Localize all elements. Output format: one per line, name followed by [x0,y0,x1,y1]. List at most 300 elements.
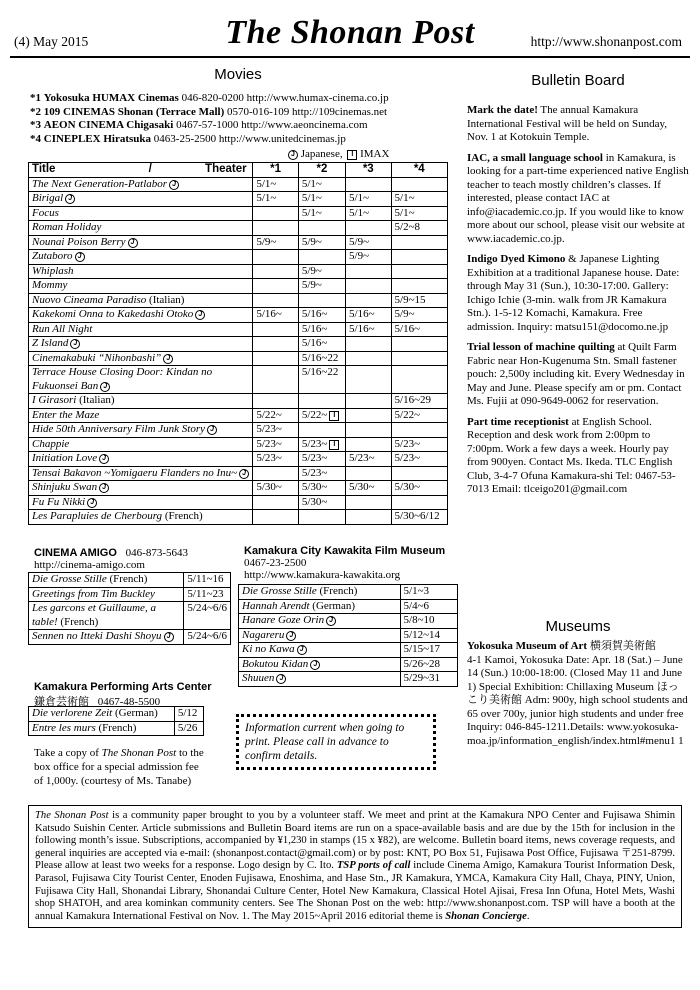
showtime-theater-3 [346,495,392,510]
showtime-theater-3 [346,293,392,308]
showtime-theater-3 [346,337,392,352]
cinema-mark: *3 [30,119,41,131]
film-title-text: Les garcons et Guillaume, a table! [32,602,156,628]
showtime-theater-2 [298,437,345,452]
kpac-table [28,706,204,736]
showtime-theater-4 [391,408,447,423]
showtime-theater-1 [253,279,299,294]
japanese-icon: J [310,660,320,670]
showtime-theater-4 [391,279,447,294]
showtime-date: 5/16~ [349,308,375,320]
showtime-date: 5/1~ [394,206,415,219]
showtime-theater-3 [346,366,392,394]
showtime-theater-4 [391,250,447,265]
film-title-text: Greetings from Tim Buckley [32,587,155,600]
film-title [29,630,184,645]
showtime-theater-3 [346,510,392,525]
showtime-date: 5/16~ [301,322,328,335]
showtime-theater-1 [253,452,299,467]
bulletin-lead: Part time receptionist [467,415,569,428]
movie-title-text: Fu Fu Nikki [32,495,86,508]
movie-title-text: The Next Generation-Patlabor [32,177,168,190]
japanese-icon: J [164,632,174,642]
cinema-name: CINEPLEX Hiratsuka [43,132,152,145]
showtime-theater-2 [298,308,345,323]
movie-title [29,423,253,438]
movie-title [29,366,253,394]
movie-row [29,366,448,394]
film-row [29,573,231,588]
showtime-date: 5/2~8 [394,221,421,233]
film-title-text: Ki no Kawa [242,643,295,655]
film-date: 5/12 [177,707,198,719]
movie-title-text: Enter the Maze [32,408,100,421]
showtime-theater-2 [298,408,345,423]
movie-title [29,235,253,250]
japanese-icon: J [70,339,80,349]
showtime-date: 5/16~29 [394,394,432,406]
movie-title-text: Z Island [32,337,69,349]
showtime-date: 5/1~ [256,177,277,190]
showtime-theater-1 [253,322,299,337]
showtime-date: 5/9~ [301,264,322,277]
film-dates [400,643,457,658]
film-title [239,585,401,600]
showtime-theater-1 [253,192,299,207]
movie-title-text: Run All Night [32,322,93,335]
bulletin-lead: IAC, a small language school [467,151,603,164]
movie-row [29,192,448,207]
showtime-theater-4 [391,206,447,221]
japanese-icon: J [99,454,109,464]
bulletin-lead: Mark the date! [467,104,538,116]
showtime-theater-4 [391,495,447,510]
showtime-theater-1 [253,293,299,308]
film-dates [400,614,457,629]
japanese-icon: J [239,469,249,479]
museum-jp-name: 横須賀美術館 [589,640,656,652]
movie-title-text: Nounai Poison Berry [32,235,126,248]
showtime-theater-1 [253,366,299,394]
cinema-name: Yokosuka HUMAX Cinemas [43,92,179,104]
cinema-row [30,119,460,133]
showtime-date: 5/1~ [394,192,415,204]
showtime-theater-2 [298,264,345,279]
film-title-text: Die Grosse Stille [32,573,107,585]
showtime-date: 5/23~ [301,466,328,479]
film-row [239,599,458,614]
film-title-text: Bokutou Kidan [242,657,309,670]
showtime-date: 5/16~ [256,308,282,320]
movie-title [29,510,253,525]
bulletin-text: The annual Kamakura International Festival will be held on Sunday, Nov. 1 at Kotokuin Temple. [467,104,667,143]
japanese-icon: J [128,238,138,248]
film-date: 5/26~28 [403,657,441,670]
japanese-icon: J [207,425,217,435]
showtime-theater-4 [391,481,447,496]
showtime-date: 5/30~ [301,481,328,493]
movie-title-text: Mommy [32,279,68,291]
showtime-theater-3 [346,264,392,279]
film-title-text: Hanare Goze Orin [242,614,325,626]
cinema-mark: *4 [30,132,41,145]
museum-name: Yokosuka Museum of Art [467,640,588,652]
film-date: 5/4~6 [403,599,430,612]
film-title-text: Sennen no Itteki Dashi Shoyu [32,630,162,642]
showtime-date: 5/1~ [301,206,322,219]
showtime-date: 5/23~ [349,452,375,464]
showtime-date: 5/23~ [301,452,328,464]
movie-title-text: Focus [32,206,59,219]
showtime-date: 5/9~ [394,308,415,320]
film-title [29,573,184,588]
showtime-theater-4 [391,366,447,394]
showtime-theater-4 [391,437,447,452]
movie-row [29,408,448,423]
bulletin-item [467,416,689,497]
film-language: (German) [312,599,356,612]
showtime-date: 5/23~ [394,452,421,464]
movie-title-text: Cinemakabuki “Nihonbashi” [32,351,162,364]
film-date: 5/26 [177,721,198,734]
cinema-mark: *1 [30,92,41,104]
bulletin-text: at Quilt Farm Fabric near Hon-Kugenuma Stn. Small fastener pouch: 2,500y including kit. Every Wednesday in May and June. Please specify am or pm. Contact Ms. Fujii at 090-9649-0062 for reservation. [467,341,685,407]
showtime-theater-4 [391,351,447,366]
showtime-date: 5/16~ [394,322,421,335]
showtime-date: 5/30~ [301,495,328,508]
imax-icon: I [347,150,357,160]
film-title [29,602,184,630]
showtime-date: 5/9~ [349,250,370,262]
bulletin-board [467,104,689,504]
film-title [239,599,401,614]
movie-row [29,394,448,409]
showtime-date: 5/22~ [394,408,421,421]
film-row [29,721,204,736]
showtime-date: 5/1~ [256,192,277,204]
cinema-amigo-name: CINEMA AMIGO [34,547,117,559]
showtime-theater-3 [346,235,392,250]
cinema-amigo-header [34,547,188,571]
film-dates [184,587,231,602]
film-title [239,628,401,643]
showtime-theater-2 [298,337,345,352]
japanese-icon: J [326,616,336,626]
showtime-theater-2 [298,452,345,467]
showtime-theater-2 [298,293,345,308]
movie-title-text: Shinjuku Swan [32,481,98,493]
film-title-text: Nagareru [242,628,285,641]
showtime-theater-4 [391,466,447,481]
film-language: (German) [114,707,158,719]
showtime-theater-4 [391,510,447,525]
film-dates [184,573,231,588]
japanese-icon: J [75,252,85,262]
japanese-icon: J [195,310,205,320]
showtime-date: 5/9~15 [394,293,426,306]
col-title-theater: Title / Theater [29,163,253,178]
showtime-theater-4 [391,322,447,337]
imax-icon: I [329,411,339,421]
kawakita-table [238,584,458,687]
film-row [239,672,458,687]
showtime-date: 5/1~ [349,206,370,219]
film-row [239,585,458,600]
movie-row [29,264,448,279]
showtime-date: 5/16~22 [301,366,339,378]
movie-row [29,293,448,308]
movie-row [29,279,448,294]
showtime-date: 5/16~ [349,322,375,335]
film-date: 5/11~23 [187,587,224,600]
kawakita-name: Kamakura City Kawakita Film Museum [244,545,446,557]
film-language: (French) [109,573,148,585]
movie-language: (Italian) [79,394,115,406]
showtime-theater-2 [298,206,345,221]
kawakita-phone: 0467-23-2500 [244,557,307,569]
showtime-theater-4 [391,308,447,323]
movie-row [29,308,448,323]
japanese-icon: J [100,382,110,392]
col-theater-1: *1 [253,163,299,178]
bulletin-lead: Indigo Dyed Kimono [467,253,566,265]
showtime-theater-4 [391,394,447,409]
showtime-theater-4 [391,221,447,236]
cinema-name: 109 CINEMAS Shonan (Terrace Mall) [43,105,225,118]
showtime-date: 5/16~ [301,308,328,320]
showtime-theater-2 [298,250,345,265]
bulletin-text: at English School. Reception and desk work from 2:00pm to 7:00pm. Work a few days a week. Hourly pay from 900yen. Contact Ms. Ikeda. TLC English Club, 3-4-7 Ofuna Kamakura-shi Tel: 0467-53-7013 Email: tlceigo201@gmail.com [467,415,676,495]
showtime-theater-2 [298,177,345,192]
film-row [29,707,204,722]
movie-title-text: Kakekomi Onna to Kakedashi Otoko [32,308,194,320]
showtime-date: 5/9~ [301,235,322,248]
showtime-theater-3 [346,481,392,496]
cinema-mark: *2 [30,105,41,118]
showtime-theater-2 [298,510,345,525]
cinema-info: 0570-016-109 http://109cinemas.net [226,105,388,118]
movies-table [28,162,448,525]
cinema-amigo-table [28,572,231,645]
film-row [239,657,458,672]
film-title [29,707,175,722]
film-date: 5/15~17 [403,643,441,655]
movie-title [29,192,253,207]
film-dates [400,628,457,643]
movie-row [29,423,448,438]
film-title [239,657,401,672]
showtime-theater-3 [346,437,392,452]
showtime-theater-2 [298,423,345,438]
issue-date: (4) May 2015 [14,34,89,49]
movie-row [29,466,448,481]
copy-note: Take a copy of The Shonan Post to the box office for a special admission fee of 1,000y. (courtesy of Ms. Tanabe) [34,747,204,787]
showtime-theater-2 [298,466,345,481]
film-dates [174,721,203,736]
movie-row [29,177,448,192]
film-date: 5/12~14 [403,628,441,641]
bulletin-text: & Japanese Lighting Exhibition at a traditional Japanese house. Date: through May 31 (Sun.), 10:30-17:00. Gallery: Ichigo Ichie (3-min. walk from JR Kamakura Stn.). 1-5-12 Komachi, Kamakura. Free admission. Inquiry: matsu151@docomo.ne.jp [467,253,680,333]
cinema-info: 0463-25-2500 http://www.unitedcinemas.jp [153,132,346,145]
kpac-phone: 0467-48-5500 [97,696,161,708]
movie-row [29,437,448,452]
showtime-date: 5/23~ [301,437,328,450]
showtime-date: 5/30~6/12 [394,510,440,522]
cinema-info: 046-820-0200 http://www.humax-cinema.co.jp [181,92,389,104]
showtime-date: 5/23~ [256,437,282,450]
movie-title-text: Initiation Love [32,452,98,464]
movie-title [29,351,253,366]
museum-entry [467,640,689,748]
col-theater-4: *4 [391,163,447,178]
showtime-theater-2 [298,235,345,250]
museum-details: 4-1 Kamoi, Yokosuka Date: Apr. 18 (Sat.) – June 14 (Sun.) 10:00-18:00. (Closed May 11 and June 1) Special Exhibition: Chillaxing Museum ほっこり美術館 Adm: 900y, high school students and 65 over 700y, junior high students and under free Inquiry: 046-845-1211.Details: www.yokosuka-moa.jp/information_english/index.html#menu1 1 [467,653,688,747]
showtime-date: 5/9~ [301,279,322,291]
film-title-text: Die Grosse Stille [242,585,317,597]
showtime-date: 5/30~ [256,481,282,493]
movie-title-text: Chappie [32,437,70,450]
film-row [29,630,231,645]
film-dates [184,630,231,645]
showtime-theater-1 [253,235,299,250]
cinema-amigo-phone: 046-873-5643 [125,547,188,559]
showtime-theater-1 [253,221,299,236]
japanese-icon: J [99,483,109,493]
movie-title [29,177,253,192]
showtime-theater-2 [298,221,345,236]
showtime-date: 5/9~ [256,235,277,248]
showtime-date: 5/1~ [301,177,322,190]
japanese-icon: J [286,631,296,641]
film-language: (French) [60,615,99,628]
movie-row [29,452,448,467]
movie-title [29,308,253,323]
movie-title-text: Nuovo Cineama Paradiso [32,293,147,306]
showtime-date: 5/1~ [301,192,322,204]
film-dates [400,599,457,614]
cinema-amigo-url[interactable]: http://cinema-amigo.com [34,559,145,571]
showtime-theater-1 [253,394,299,409]
website-url[interactable]: http://www.shonanpost.com [530,34,682,49]
showtime-theater-3 [346,206,392,221]
bulletin-item [467,104,689,145]
movie-title [29,437,253,452]
film-title [239,672,401,687]
movie-row [29,337,448,352]
kawakita-url[interactable]: http://www.kamakura-kawakita.org [244,569,401,581]
film-title-text: Die verlorene Zeit [32,707,113,719]
showtime-theater-4 [391,235,447,250]
showtime-theater-3 [346,221,392,236]
film-title [239,614,401,629]
showtime-theater-1 [253,351,299,366]
showtime-theater-4 [391,423,447,438]
film-row [239,643,458,658]
bulletin-text: in Kamakura, is looking for a part-time experienced native English teacher to teach mostly children’s classes. If interested, please contact IAC at info@iacademic.co.jp. If you would like to know more about our school, please visit our website at www.iacademic.co.jp. [467,151,689,245]
movie-title-text: I Girasori [32,394,77,406]
showtime-theater-2 [298,351,345,366]
showtime-date: 5/22~ [301,408,328,421]
movies-section-title: Movies [214,66,262,83]
showtime-theater-1 [253,308,299,323]
col-theater-3: *3 [346,163,392,178]
movie-row [29,510,448,525]
film-date: 5/24~6/6 [187,630,227,642]
movie-title-text: Hide 50th Anniversary Film Junk Story [32,423,206,435]
movie-title [29,452,253,467]
cinema-row [30,133,460,147]
japanese-icon: J [169,180,179,190]
film-title [239,643,401,658]
showtime-date: 5/16~22 [301,351,339,364]
showtime-theater-3 [346,177,392,192]
showtime-theater-4 [391,264,447,279]
showtime-date: 5/1~ [349,192,370,204]
movie-title [29,481,253,496]
film-row [29,587,231,602]
imax-icon: I [329,440,339,450]
movie-language: (French) [164,510,203,522]
showtime-theater-2 [298,394,345,409]
movie-row [29,206,448,221]
japanese-icon: J [65,194,75,204]
movie-language: (Italian) [149,293,185,306]
movie-title-text: Terrace House Closing Door: Kindan no Fukuonsei Ban [32,366,213,392]
showtime-date: 5/30~ [349,481,375,493]
movie-title [29,221,253,236]
kpac-header [34,681,211,709]
showtime-theater-1 [253,408,299,423]
film-date: 5/8~10 [403,614,435,626]
film-dates [174,707,203,722]
showtime-theater-1 [253,481,299,496]
movie-title-text: Birigal [32,192,64,204]
legend-japanese: Japanese, [300,148,343,160]
showtime-theater-1 [253,177,299,192]
film-title [29,721,175,736]
showtime-theater-1 [253,264,299,279]
showtime-theater-3 [346,466,392,481]
film-title-text: Entre les murs [32,721,96,734]
showtime-theater-1 [253,206,299,221]
movie-row [29,322,448,337]
showtime-date: 5/30~ [394,481,421,493]
bulletin-section-title: Bulletin Board [531,72,625,89]
showtime-theater-3 [346,308,392,323]
movie-title-text: Zutaboro [32,250,73,262]
movie-title-text: Tensai Bakavon ~Yomigaeru Flanders no Inu~ [32,466,238,479]
showtime-theater-2 [298,366,345,394]
movie-row [29,221,448,236]
legend [286,148,389,160]
cinema-list [30,92,460,146]
cinema-row [30,92,460,106]
movie-row [29,481,448,496]
cinema-name: AEON CINEMA Chigasaki [43,119,174,131]
showtime-theater-4 [391,337,447,352]
header-rule [10,56,690,58]
showtime-theater-4 [391,452,447,467]
showtime-theater-1 [253,337,299,352]
film-dates [184,602,231,630]
legend-imax: IMAX [360,148,390,160]
showtime-theater-3 [346,192,392,207]
showtime-theater-1 [253,466,299,481]
movie-title [29,394,253,409]
showtime-theater-2 [298,192,345,207]
showtime-theater-4 [391,192,447,207]
showtime-date: 5/16~ [301,337,328,349]
